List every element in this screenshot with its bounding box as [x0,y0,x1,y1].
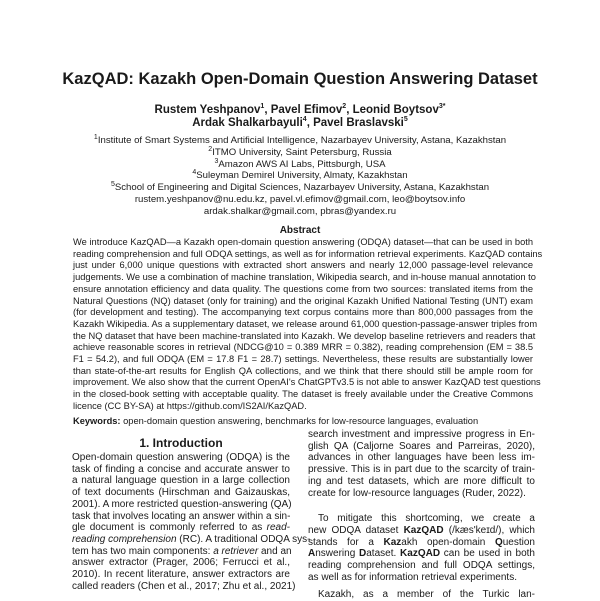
right-column [308,429,535,601]
abstract-body [73,237,543,413]
text-line: reading comprehension (RC). A traditional ODQA sys- [72,533,311,545]
author-sup: 2 [342,103,347,111]
paper-title: KazQAD: Kazakh Open-Domain Question Answering Dataset [62,70,538,88]
author-name: Pavel Braslavski [313,116,404,129]
text-line: create for low-resource languages (Ruder, 2022). [308,487,526,499]
abstract-line: judgements. We use a combination of machine translation, Wikipedia search, and in-house manual annotation to [73,272,536,283]
text-line: gle document is commonly referred to as read- [72,522,290,534]
abstract-line: in the closed-book setting with acceptable quality. The dataset is freely available under the Creative Commons [73,389,533,400]
text-line: stands for a Kazakh open-domain Question [308,536,535,548]
abstract-line: the NQ dataset that have been machine-translated into Kazakh. We develop baseline retrievers and readers that [73,330,536,341]
text-line: ing and test datasets, which are more difficult to [308,475,535,487]
text-line: tem has two main components: a retriever and an [72,545,292,557]
abstract-line: improvement. We also show that the current OpenAI's ChatGPTv3.5 is not able to answer KazQAD test questions [73,377,541,388]
text-line: glish QA (Caljorne Soares and Parreiras, 2020), [308,440,535,452]
abstract-line: F1 = 54.2), and full ODQA (EM = 17.8 F1 = 28.7) settings. Nevertheless, these results are substantially lower [73,354,533,365]
text-line: advances in other languages have been less im- [308,452,535,464]
text-line: 2001). A more restricted question-answering (QA) [72,498,292,510]
affiliation: $^5$School of Engineering and Digital Sciences, Nazarbayev University, Astana, Kazakhstan [110,181,490,194]
section-heading-introduction: 1. Introduction [139,436,223,450]
affiliation: $^1$Institute of Smart Systems and Artificial Intelligence, Nazarbayev University, Astana, Kazakhstan [93,133,507,146]
text-line: of text documents (Hirschman and Gaizauskas, [72,487,290,499]
text-line: Open-domain question answering (ODQA) is the [72,452,290,463]
abstract-line: Kazakh Wikipedia. As a supplementary dataset, we release around 61,000 question-passage-answer triples from [73,318,538,329]
text-line: called readers (Chen et al., 2017; Zhu et al., 2021) [72,580,296,592]
author-sup: 4 [302,115,307,123]
left-column [72,452,311,592]
text-line: 2010). In recent literature, answer extractors are [72,569,290,581]
author-list: Rustem Yeshpanov$^1$, Pavel Efimov$^2$, Leonid Boytsov$^{3*}$ Ardak Shalkarbayuli$^4$, Pavel Braslavski$^5$ [154,103,446,129]
author-name: Pavel Efimov [270,104,343,116]
text-line: as well as for information retrieval experiments. [308,571,517,583]
email-line: rustem.yeshpanov@nu.edu.kz, pavel.vl.efimov@gmail.com, leo@boytsov.info [134,193,466,205]
text-line: a natural language question in a large collection [72,475,290,487]
abstract-line: achieve reasonable scores in retrieval (NDCG@10 = 0.389 MRR = 0.382), reading comprehension (EM = 38.5 [73,342,533,353]
text-line: search investment and impressive progress in En- [308,429,535,440]
text-line: answer extractor (Prager, 2006; Ferrucci et al., [72,557,290,569]
abstract-line: than state-of-the-art results for English QA collections, and we think that there should still be ample room for [73,365,533,376]
text-line: Answering Dataset. KazQAD can be used in both [308,548,535,560]
abstract-line: licence (CC BY-SA) at https://github.com/IS2AI/KazQAD. [73,400,307,411]
text-line: task of finding a concise and accurate answer to [72,463,290,475]
author-name: Leonid Boytsov [352,104,439,116]
affiliation: $^4$Suleyman Demirel University, Almaty, Kazakhstan [192,169,408,182]
text-line: task that involves locating an answer within a sin- [72,510,291,522]
abstract-line: reading comprehension and full ODQA settings, as well as for information retrieval experiments. KazQAD contains [73,248,543,259]
author-sup: 1 [260,103,265,111]
keywords-label: Keywords: [73,416,121,426]
text-line: new ODQA dataset KazQAD (/kæs'keɪd/), which [308,524,535,536]
affiliation: $^2$ITMO University, Saint Petersburg, Russia [208,145,392,158]
keywords-text: open-domain question answering, benchmarks for low-resource languages, evaluation [120,416,479,426]
affiliation: $^3$Amazon AWS AI Labs, Pittsburgh, USA [214,157,386,170]
abstract-line: ensure annotation efficiency and data quality. The questions come from two sources: translated items from the [73,283,533,294]
abstract-line: We introduce KazQAD—a Kazakh open-domain question answering (ODQA) dataset—that can be used in both [73,237,533,247]
abstract-line: (for development and testing). The accompanying text corpus contains more than 800,000 passages from the [73,307,533,318]
abstract-heading: Abstract [279,225,321,236]
author-sup: 3* [438,103,446,111]
text-line: Kazakh, as a member of the Turkic lan- [318,589,535,601]
text-line: pressive. This is in part due to the scarcity of train- [308,464,535,476]
text-line: To mitigate this shortcoming, we create a [318,513,535,525]
text-line: reading comprehension and full ODQA settings, [308,560,535,572]
email-line: ardak.shalkar@gmail.com, pbras@yandex.ru [203,205,397,217]
author-name: Ardak Shalkarbayuli [192,116,303,129]
author-name: Rustem Yeshpanov [154,104,261,116]
abstract-line: just under 6,000 unique questions with extracted short answers and nearly 12,000 passage-level relevance [73,260,533,271]
affiliations [0,135,600,218]
keywords [73,416,533,426]
abstract-line: Natural Questions (NQ) dataset (only for training) and the original Kazakh Unified National Testing (UNT) exam [73,295,533,306]
author-sup: 5 [403,115,408,123]
